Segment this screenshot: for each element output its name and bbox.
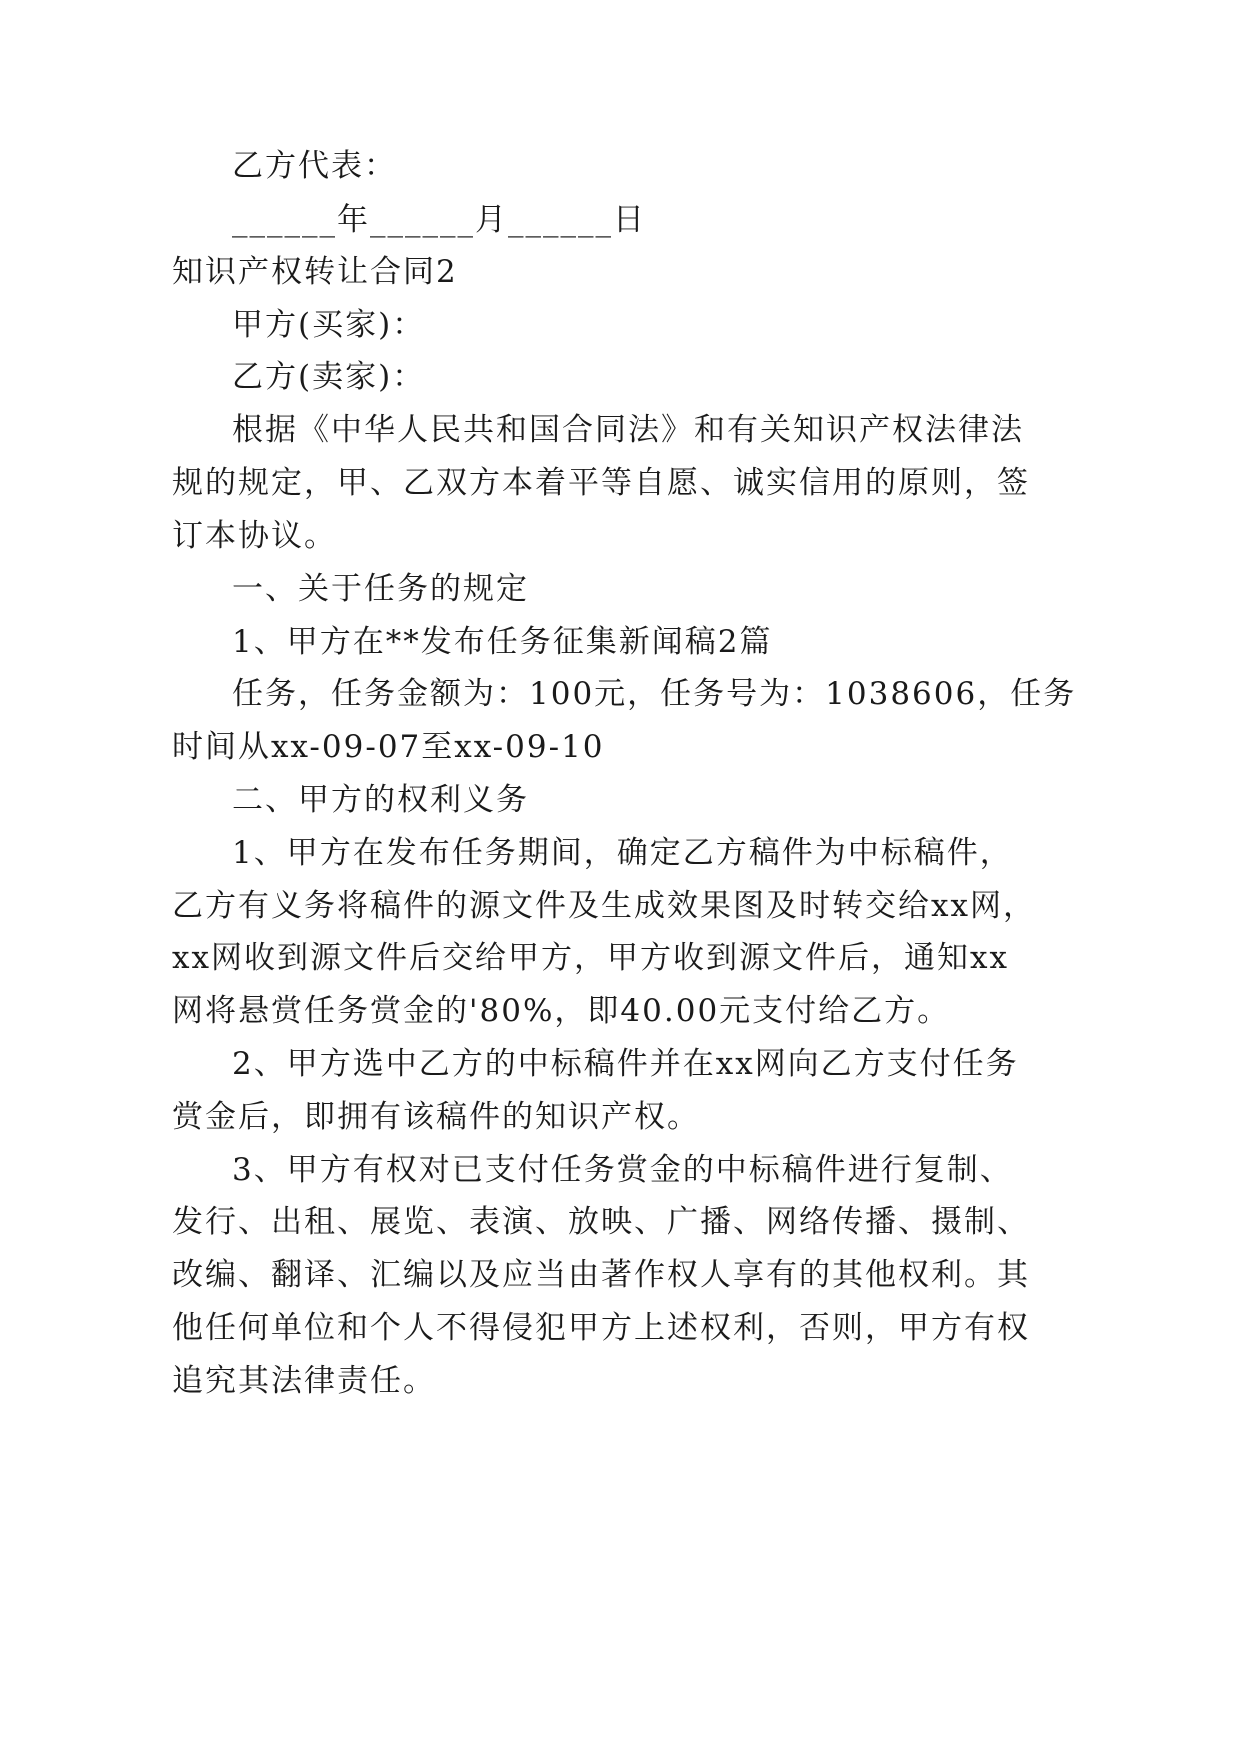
text-line: 时间从xx-09-07至xx-09-10 xyxy=(172,729,605,765)
text-line: 甲方(买家)： xyxy=(232,307,426,343)
text-line: 赏金后，即拥有该稿件的知识产权。 xyxy=(172,1099,700,1135)
text-line: 1、甲方在发布任务期间，确定乙方稿件为中标稿件， xyxy=(232,835,1013,871)
section-heading: 二、甲方的权利义务 xyxy=(232,782,529,818)
text-line: 发行、出租、展览、表演、放映、广播、网络传播、摄制、 xyxy=(172,1204,1030,1240)
text-line: 网将悬赏任务赏金的'80%，即40.00元支付给乙方。 xyxy=(172,993,951,1029)
section-heading: 一、关于任务的规定 xyxy=(232,571,529,607)
text-line: 追究其法律责任。 xyxy=(172,1363,436,1399)
text-line: 乙方(卖家)： xyxy=(232,359,426,395)
text-line: 乙方有义务将稿件的源文件及生成效果图及时转交给xx网， xyxy=(172,888,1036,924)
text-line: 改编、翻译、汇编以及应当由著作权人享有的其他权利。其 xyxy=(172,1257,1030,1293)
text-line: xx网收到源文件后交给甲方，甲方收到源文件后，通知xx xyxy=(172,940,1009,976)
text-line: 2、甲方选中乙方的中标稿件并在xx网向乙方支付任务 xyxy=(232,1046,1019,1082)
text-line: 根据《中华人民共和国合同法》和有关知识产权法律法 xyxy=(232,412,1024,448)
text-line: 订本协议。 xyxy=(172,518,337,554)
text-line: 规的规定，甲、乙双方本着平等自愿、诚实信用的原则，签 xyxy=(172,465,1030,501)
text-line: 3、甲方有权对已支付任务赏金的中标稿件进行复制、 xyxy=(232,1152,1013,1188)
document-title: 知识产权转让合同2 xyxy=(172,254,458,290)
text-line: 他任何单位和个人不得侵犯甲方上述权利，否则，甲方有权 xyxy=(172,1310,1030,1346)
text-line: 任务，任务金额为：100元，任务号为：1038606，任务 xyxy=(232,676,1077,712)
text-line: 乙方代表： xyxy=(232,148,397,184)
text-line: ______年______月______日 xyxy=(232,202,646,238)
text-line: 1、甲方在**发布任务征集新闻稿2篇 xyxy=(232,624,773,660)
